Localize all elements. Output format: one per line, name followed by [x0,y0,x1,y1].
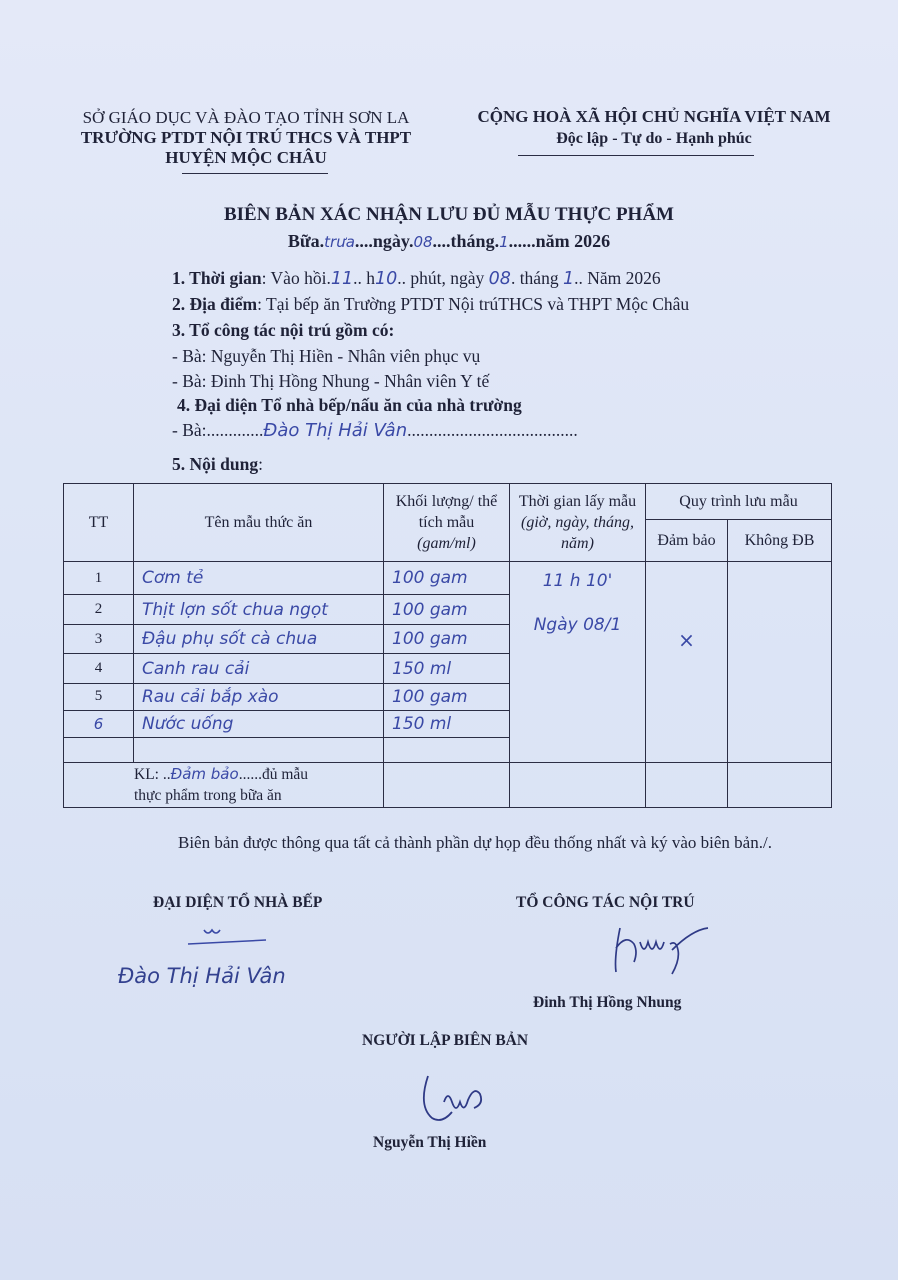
year-label: ......năm 2026 [508,231,611,251]
location-text: : Tại bếp ăn Trường PTDT Nội trúTHCS và THPT Mộc Châu [257,294,690,314]
conclusion-not-ok [728,762,832,807]
table-conclusion-row [64,762,832,807]
country-name: CỘNG HOÀ XÃ HỘI CHỦ NGHĨA VIỆT NAM [477,107,831,126]
row-food-name: Thịt lợn sốt chua ngọt [134,595,384,625]
day-handwritten: 08 [413,233,433,251]
col-weight-label: Khối lượng/ thể tích mẫu [395,493,498,532]
day2-handwritten: 08 [488,269,511,289]
row-tt: 6 [64,710,134,737]
row-food-name: Đậu phụ sốt cà chua [134,625,384,654]
col-weight [384,484,510,562]
table-row [64,562,832,595]
month-handwritten: 1 [499,233,509,251]
row-tt: 1 [64,562,134,595]
section-content [172,454,263,475]
document-subtitle [0,231,898,252]
conclusion-prefix: KL: .. [134,765,171,783]
not-ok-cell [728,562,832,763]
row-tt: 5 [64,683,134,710]
time-text-b: .. h [353,268,375,288]
time-cell [510,562,646,763]
motto: Độc lập - Tự do - Hạnh phúc [556,130,752,147]
col-time [510,484,646,562]
section-time [172,268,661,289]
kitchen-rep-suffix: ....................................... [407,420,578,440]
time-handwritten-date: Ngày 08/1 [533,615,622,636]
row-weight: 100 gam [384,562,510,595]
kitchen-rep-handwritten: Đào Thị Hải Vân [263,420,408,441]
empty-weight [384,737,510,762]
col-time-label: Thời gian lấy mẫu [518,493,637,511]
conclusion-line2: thực phẩm trong bữa ăn [134,786,282,804]
empty-name [134,737,384,762]
meal-handwritten: trưa [324,233,355,251]
section-location-label: 2. Địa điểm [172,294,258,314]
row-weight: 100 gam [384,625,510,654]
header-left-underline [182,173,328,174]
recorder-signature-title: NGƯỜI LẬP BIÊN BẢN [362,1032,529,1049]
col-name: Tên mẫu thức ăn [134,484,384,562]
row-tt: 4 [64,654,134,683]
document-title: BIÊN BẢN XÁC NHẬN LƯU ĐỦ MẪU THỰC PHẨM [223,204,674,225]
col-not-ok: Không ĐB [728,520,832,562]
section-time-label: 1. Thời gian [172,268,262,288]
boarding-signature-name: Đinh Thị Hồng Nhung [533,994,682,1011]
sample-table [63,483,832,808]
row-weight: 150 ml [384,654,510,683]
school-name: TRƯỜNG PTDT NỘI TRÚ THCS VÀ THPT [80,128,412,147]
section-content-label: 5. Nội dung [172,454,259,474]
empty-tt [64,737,134,762]
meal-prefix: Bữa. [287,231,325,251]
conclusion-weight [384,762,510,807]
team-member-1: - Bà: Nguyễn Thị Hiền - Nhân viên phục vụ [172,346,481,366]
day-label: ....ngày. [354,231,414,251]
header-right [452,106,856,150]
row-food-name: Nước uống [134,710,384,737]
row-weight: 100 gam [384,683,510,710]
time-text-e: .. Năm 2026 [574,268,661,288]
col-tt: TT [64,484,134,562]
minute-handwritten: 10 [374,269,398,289]
col-ok: Đảm bảo [646,520,728,562]
row-food-name: Cơm tẻ [134,562,384,595]
kitchen-signature-title: ĐẠI DIỆN TỔ NHÀ BẾP [153,894,323,911]
time-text-c: .. phút, ngày [397,268,489,288]
conclusion-suffix: ......đủ mẫu [238,765,308,783]
section-content-colon: : [258,454,263,474]
month-label: ....tháng. [432,231,500,251]
row-weight: 150 ml [384,710,510,737]
row-food-name: Canh rau cải [134,654,384,683]
time-text-a: : Vào hồi. [261,268,331,288]
closing-statement: Biên bản được thông qua tất cả thành phần dự họp đều thống nhất và ký vào biên bản./. [178,833,772,852]
section-team-label: 3. Tổ công tác nội trú gồm có: [172,320,395,340]
conclusion-cell [64,762,384,807]
conclusion-time [510,762,646,807]
row-weight: 100 gam [384,595,510,625]
section-team [172,320,394,341]
header-left [62,108,430,168]
table-header-row [64,484,832,520]
time-handwritten-hour: 11 h 10' [542,571,613,592]
ok-cell [646,562,728,763]
recorder-signature [414,1072,504,1124]
kitchen-representative [172,420,578,441]
conclusion-ok [646,762,728,807]
conclusion-handwritten: Đảm bảo [170,764,239,783]
kitchen-signature-mark [184,920,274,950]
col-process: Quy trình lưu mẫu [646,484,832,520]
recorder-signature-name: Nguyễn Thị Hiền [373,1134,487,1151]
section-location [172,294,689,315]
section-kitchen [177,395,522,416]
row-food-name: Rau cải bắp xào [134,683,384,710]
col-weight-unit: (gam/ml) [417,535,476,553]
hour-handwritten: 11 [330,269,354,289]
kitchen-signature-name: Đào Thị Hải Vân [118,964,286,988]
check-mark-icon: × [678,628,695,653]
section-kitchen-label: 4. Đại diện Tổ nhà bếp/nấu ăn của nhà trường [177,395,522,415]
row-tt: 3 [64,625,134,654]
header-right-underline [518,155,754,156]
district-name: HUYỆN MỘC CHÂU [165,148,327,167]
boarding-signature [600,920,720,980]
row-tt: 2 [64,595,134,625]
boarding-signature-title: TỔ CÔNG TÁC NỘI TRÚ [516,894,695,911]
col-time-unit: (giờ, ngày, tháng, năm) [521,514,634,553]
time-text-d: . tháng [510,268,563,288]
kitchen-rep-prefix: - Bà:............. [172,420,264,440]
month2-handwritten: 1 [562,269,575,289]
team-member-2: - Bà: Đinh Thị Hồng Nhung - Nhân viên Y tế [172,371,490,391]
department-name: SỞ GIÁO DỤC VÀ ĐÀO TẠO TỈNH SƠN LA [82,108,410,127]
